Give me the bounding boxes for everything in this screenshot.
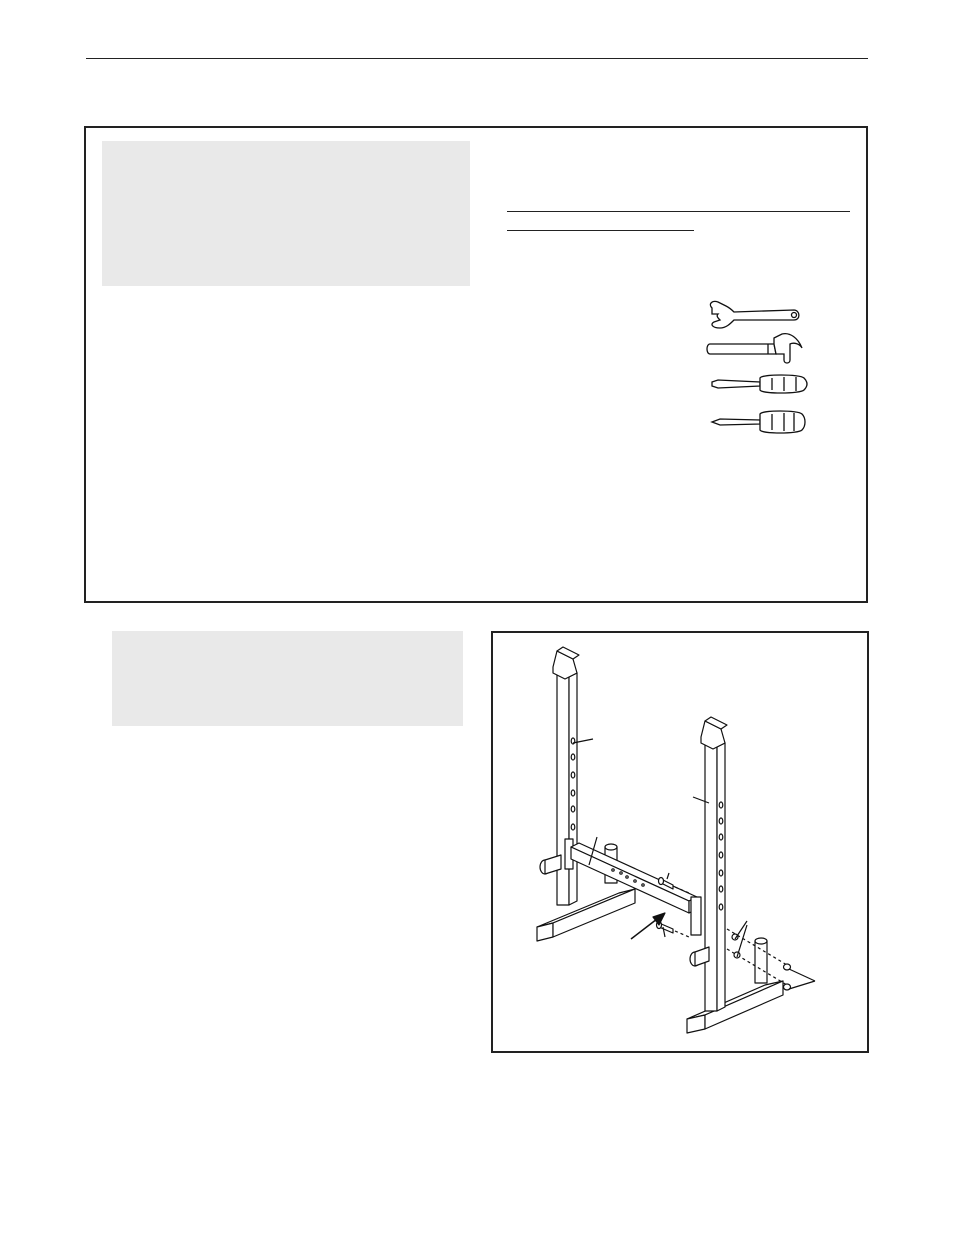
header-rule [86, 58, 868, 59]
flat-screwdriver-icon [712, 375, 807, 393]
left-base [537, 889, 635, 941]
tools-illustration [690, 298, 820, 438]
right-rear-stub [755, 938, 767, 983]
hammer-icon [707, 334, 802, 363]
right-upright [690, 717, 727, 1011]
shaded-step-box [112, 631, 463, 726]
underline-rule-2 [507, 230, 694, 231]
shaded-notice-box [102, 141, 470, 286]
phillips-screwdriver-icon [712, 411, 805, 433]
underline-rule-1 [507, 211, 850, 212]
assembly-diagram [493, 633, 867, 1051]
left-upright [540, 647, 579, 905]
right-base [687, 981, 783, 1033]
adjustable-wrench-icon [710, 301, 798, 328]
